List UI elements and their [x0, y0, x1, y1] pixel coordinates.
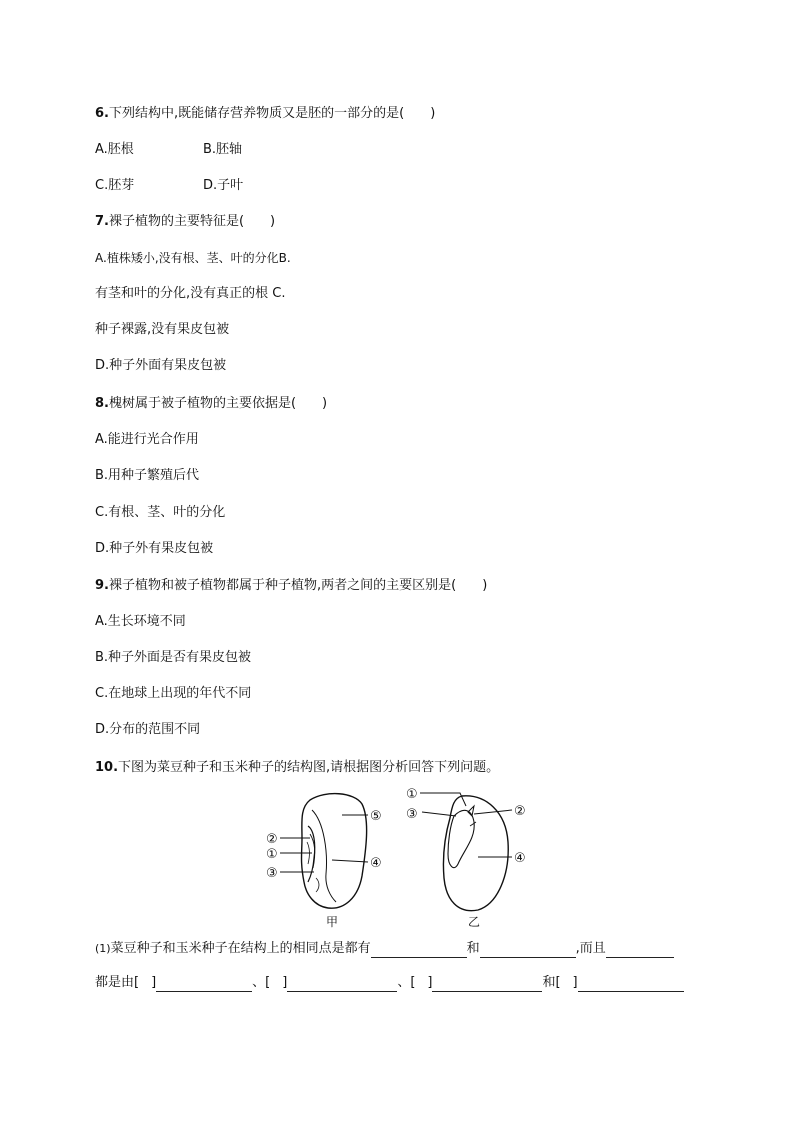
q10-sub1-text-b: 和	[466, 941, 480, 956]
bean-label-1: ①	[266, 847, 278, 862]
answer-blank-7[interactable]	[578, 977, 684, 992]
corn-label-3: ③	[406, 807, 418, 822]
q9-option-c: C.在地球上出现的年代不同	[95, 686, 252, 701]
q10-sub1-l2-sep3: 、[	[397, 975, 416, 990]
q6-text: 下列结构中,既能储存营养物质又是胚的一部分的是( )	[108, 106, 436, 121]
bean-label-5: ⑤	[370, 809, 382, 824]
corn-caption: 乙	[468, 915, 481, 929]
q10-sub1-l2-and: 和[	[542, 975, 561, 990]
q10-sub1-l2-text-b: ]	[151, 975, 157, 990]
q8-option-c: C.有根、茎、叶的分化	[95, 505, 226, 520]
q10-sub1-l2-end: ]	[572, 975, 578, 990]
q10-text: 下图为菜豆种子和玉米种子的结构图,请根据图分析回答下列问题。	[118, 760, 500, 775]
q6-option-b: B.胚轴	[203, 142, 243, 157]
q6-option-d: D.子叶	[203, 178, 244, 193]
bean-seed-outline	[302, 794, 367, 909]
q6-option-row-2	[95, 177, 395, 195]
bean-embryo	[308, 826, 315, 882]
q9-option-d: D.分布的范围不同	[95, 722, 201, 737]
q10-sub1-line-1	[95, 940, 674, 958]
bean-seed-inner-line	[312, 810, 336, 902]
q7-number: 7.	[95, 214, 109, 229]
q10-sub1-l2-sep2: ]	[282, 975, 288, 990]
q6-number: 6.	[95, 106, 109, 121]
q10-sub1-prefix: (1)	[95, 942, 111, 955]
answer-blank-2[interactable]	[480, 943, 576, 958]
bean-label-2: ②	[266, 832, 278, 847]
q7-line-3: 种子裸露,没有果皮包被	[95, 322, 230, 337]
q10-sub1-l2-text-a: 都是由[	[95, 975, 140, 990]
q6-option-c: C.胚芽	[95, 178, 135, 193]
q10-number: 10.	[95, 760, 119, 775]
q10-sub1-l2-sep1: 、[	[252, 975, 271, 990]
corn-label-1: ①	[406, 787, 418, 802]
q8-option-a: A.能进行光合作用	[95, 432, 199, 447]
corn-label-4: ④	[514, 851, 526, 866]
corn-embryo	[448, 810, 474, 867]
q9-option-a: A.生长环境不同	[95, 614, 186, 629]
q6-stem	[95, 105, 435, 123]
q10-sub1-text-c: ,而且	[575, 941, 606, 956]
q9-text: 裸子植物和被子植物都属于种子植物,两者之间的主要区别是( )	[108, 578, 488, 593]
q8-text: 槐树属于被子植物的主要依据是( )	[108, 396, 328, 411]
q9-number: 9.	[95, 578, 109, 593]
bean-caption: 甲	[326, 915, 339, 929]
bean-label-3: ③	[266, 866, 278, 881]
q9-stem	[95, 577, 487, 595]
q8-option-d: D.种子外有果皮包被	[95, 541, 214, 556]
q8-option-b: B.用种子繁殖后代	[95, 468, 200, 483]
corn-label-2: ②	[514, 804, 526, 819]
seed-structure-diagram	[258, 782, 558, 932]
q10-sub1-line-2	[95, 974, 684, 992]
q7-line-1: A.植株矮小,没有根、茎、叶的分化B.	[95, 251, 291, 265]
answer-blank-6[interactable]	[432, 977, 542, 992]
q9-option-b: B.种子外面是否有果皮包被	[95, 650, 252, 665]
q6-option-row-1	[95, 141, 395, 159]
q6-option-a: A.胚根	[95, 142, 134, 157]
bean-label-4: ④	[370, 856, 382, 871]
answer-blank-4[interactable]	[156, 977, 252, 992]
q8-stem	[95, 395, 327, 413]
q7-line-4: D.种子外面有果皮包被	[95, 358, 227, 373]
answer-blank-5[interactable]	[287, 977, 397, 992]
q10-stem	[95, 759, 499, 777]
answer-blank-1[interactable]	[371, 943, 467, 958]
q8-number: 8.	[95, 396, 109, 411]
answer-blank-3[interactable]	[606, 943, 674, 958]
q10-sub1-l2-sep4: ]	[427, 975, 433, 990]
q10-sub1-text-a: 菜豆种子和玉米种子在结构上的相同点是都有	[110, 941, 371, 956]
q7-text: 裸子植物的主要特征是( )	[108, 214, 276, 229]
q7-line-2: 有茎和叶的分化,没有真正的根 C.	[95, 286, 286, 301]
corn-seed-outline	[443, 796, 508, 911]
q7-stem	[95, 213, 275, 231]
